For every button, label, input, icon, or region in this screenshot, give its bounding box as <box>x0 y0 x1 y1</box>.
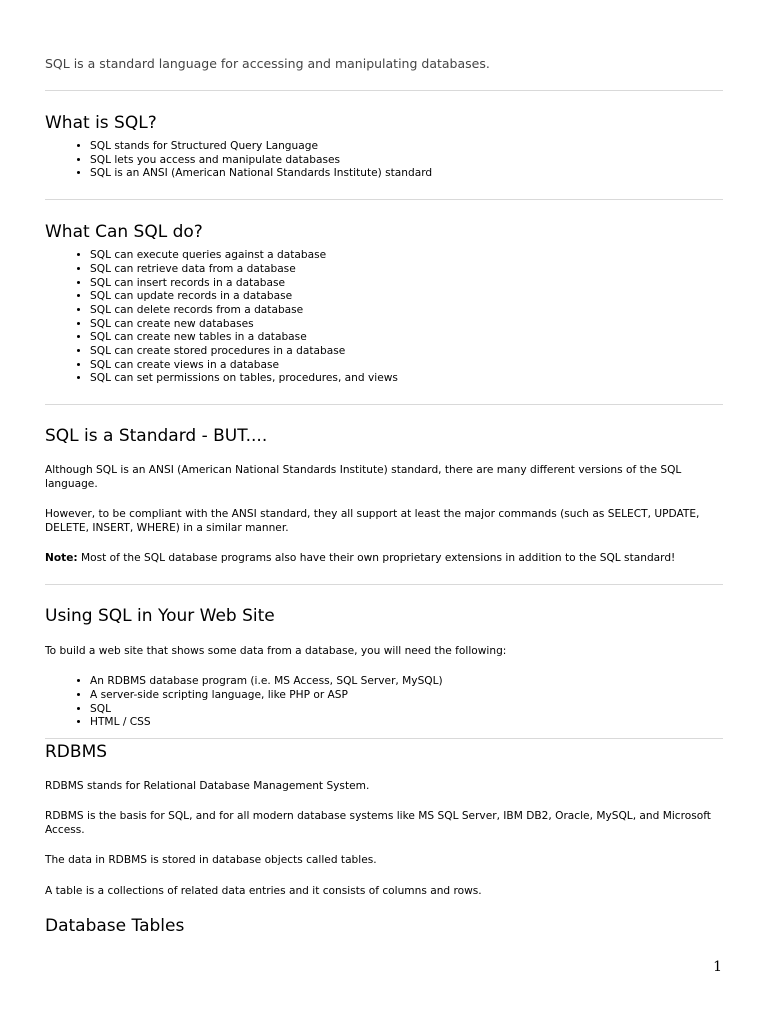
rdbms-paragraph-1: RDBMS stands for Relational Database Management System. <box>45 779 370 792</box>
standard-paragraph-1: Although SQL is an ANSI (American National Standards Institute) standard, there are many different versions of the SQL language. <box>45 464 682 490</box>
what-is-sql-list <box>45 140 723 181</box>
website-paragraph: To build a web site that shows some data from a database, you will need the following: <box>45 644 507 657</box>
list-item: • SQL can insert records in a database <box>90 277 723 291</box>
heading-rdbms: RDBMS <box>45 741 108 762</box>
note-label: Note: <box>45 552 78 565</box>
list-item: • SQL lets you access and manipulate databases <box>90 154 723 168</box>
website-requirements-list <box>45 675 723 730</box>
intro-text: SQL is a standard language for accessing and manipulating databases. <box>45 56 490 71</box>
list-item: • SQL is an ANSI (American National Standards Institute) standard <box>90 167 723 181</box>
section-divider <box>45 90 723 91</box>
list-item: • SQL stands for Structured Query Language <box>90 140 723 154</box>
list-item: • SQL can create stored procedures in a database <box>90 345 723 359</box>
document-page <box>45 0 723 937</box>
standard-paragraph-2: However, to be compliant with the ANSI standard, they all support at least the major commands (such as SELECT, UPDATE, DELETE, INSERT, WHERE) in a similar manner. <box>45 508 700 534</box>
list-item: • A server-side scripting language, like PHP or ASP <box>90 689 723 703</box>
heading-using-sql-web-site: Using SQL in Your Web Site <box>45 605 275 626</box>
rdbms-paragraph-3: The data in RDBMS is stored in database objects called tables. <box>45 854 377 867</box>
list-item: • SQL can create new databases <box>90 318 723 332</box>
standard-note <box>45 552 723 566</box>
section-divider <box>45 404 723 405</box>
list-item: • SQL can retrieve data from a database <box>90 263 723 277</box>
heading-sql-standard: SQL is a Standard - BUT.... <box>45 426 268 447</box>
list-item: • SQL <box>90 703 723 717</box>
list-item: • SQL can update records in a database <box>90 290 723 304</box>
heading-database-tables: Database Tables <box>45 916 185 937</box>
list-item: • HTML / CSS <box>90 716 723 730</box>
section-divider <box>45 738 723 739</box>
list-item: • SQL can execute queries against a database <box>90 249 723 263</box>
list-item: • SQL can create views in a database <box>90 359 723 373</box>
rdbms-paragraph-4: A table is a collections of related data entries and it consists of columns and rows. <box>45 884 482 897</box>
what-can-sql-do-list <box>45 249 723 386</box>
heading-what-is-sql: What is SQL? <box>45 113 157 133</box>
list-item: • An RDBMS database program (i.e. MS Access, SQL Server, MySQL) <box>90 675 723 689</box>
list-item: • SQL can set permissions on tables, procedures, and views <box>90 372 723 386</box>
section-divider <box>45 584 723 585</box>
list-item: • SQL can delete records from a database <box>90 304 723 318</box>
rdbms-paragraph-2: RDBMS is the basis for SQL, and for all modern database systems like MS SQL Server, IBM DB2, Oracle, MySQL, and Microsoft Access. <box>45 810 711 836</box>
heading-what-can-sql-do: What Can SQL do? <box>45 222 203 243</box>
page-number: 1 <box>713 959 722 975</box>
note-text: Most of the SQL database programs also have their own proprietary extensions in addition to the SQL standard! <box>77 552 676 565</box>
list-item: • SQL can create new tables in a database <box>90 331 723 345</box>
section-divider <box>45 199 723 200</box>
